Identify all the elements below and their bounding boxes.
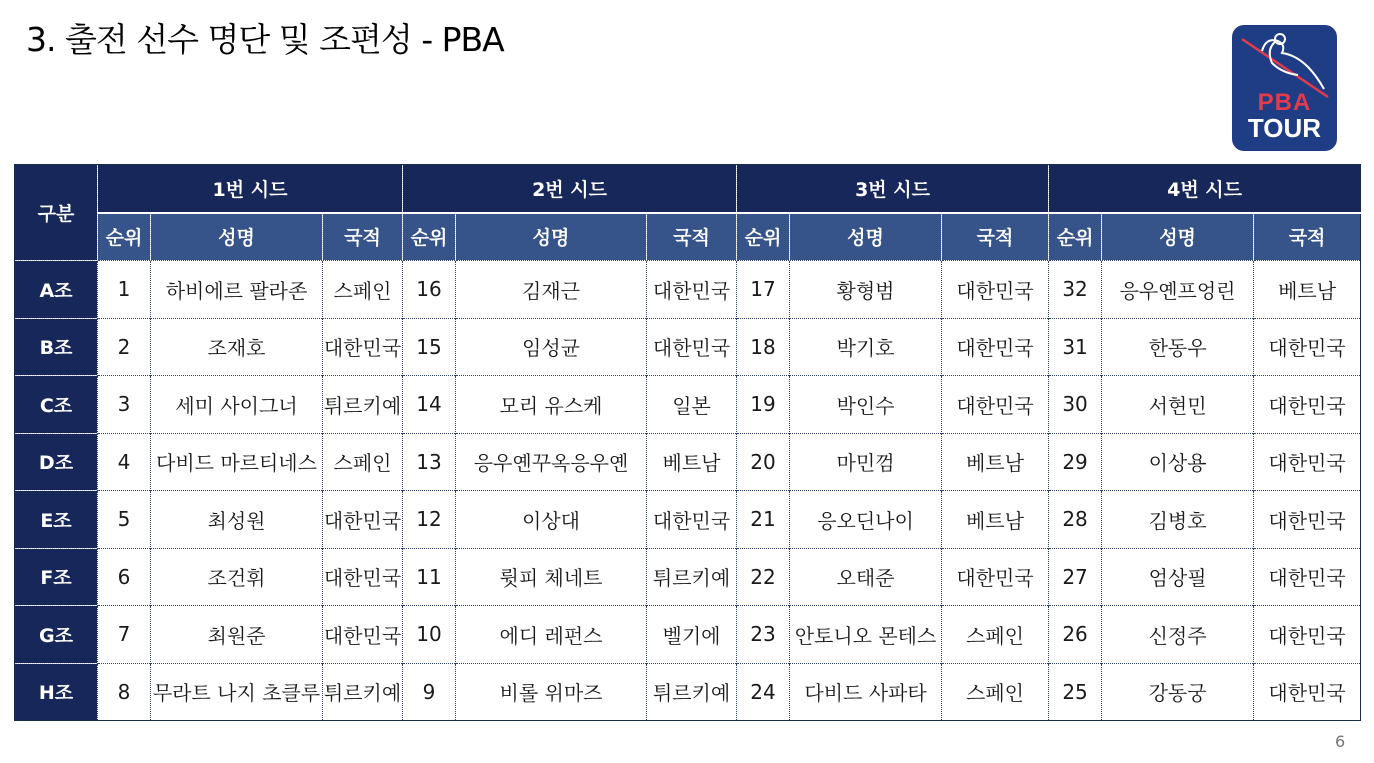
player-rank: 12: [403, 491, 456, 549]
nation-header: 국적: [942, 213, 1049, 261]
logo-tour-text: TOUR: [1247, 113, 1322, 143]
nation-header: 국적: [647, 213, 737, 261]
player-name: 응우옌꾸옥응우옌: [456, 433, 647, 491]
group-table: [14, 164, 1361, 721]
player-name: 륏피 체네트: [456, 548, 647, 606]
player-rank: 26: [1049, 606, 1102, 664]
player-name: 서현민: [1102, 376, 1254, 434]
player-name: 안토니오 몬테스: [790, 606, 942, 664]
group-label: C조: [15, 376, 98, 434]
rank-header: 순위: [737, 213, 790, 261]
player-name: 강동궁: [1102, 663, 1254, 721]
player-name: 다비드 사파타: [790, 663, 942, 721]
player-name: 엄상필: [1102, 548, 1254, 606]
player-name: 신정주: [1102, 606, 1254, 664]
player-rank: 15: [403, 318, 456, 376]
player-name: 모리 유스케: [456, 376, 647, 434]
player-rank: 9: [403, 663, 456, 721]
player-nation: 일본: [647, 376, 737, 434]
player-name: 응우옌프엉린: [1102, 261, 1254, 319]
player-nation: 대한민국: [942, 318, 1049, 376]
player-nation: 베트남: [647, 433, 737, 491]
page-number: 6: [1335, 732, 1346, 751]
player-name: 임성균: [456, 318, 647, 376]
player-rank: 5: [98, 491, 151, 549]
nation-header: 국적: [1254, 213, 1361, 261]
player-name: 김재근: [456, 261, 647, 319]
player-nation: 대한민국: [323, 606, 403, 664]
player-rank: 17: [737, 261, 790, 319]
player-nation: 베트남: [942, 491, 1049, 549]
group-label: H조: [15, 663, 98, 721]
group-column-header: 구분: [15, 165, 98, 261]
player-rank: 1: [98, 261, 151, 319]
player-nation: 대한민국: [1254, 376, 1361, 434]
player-nation: 튀르키예: [647, 548, 737, 606]
player-nation: 스페인: [942, 606, 1049, 664]
table-row: [15, 261, 1361, 319]
player-rank: 7: [98, 606, 151, 664]
player-nation: 대한민국: [942, 548, 1049, 606]
player-nation: 대한민국: [647, 318, 737, 376]
player-name: 응오딘나이: [790, 491, 942, 549]
player-nation: 대한민국: [942, 376, 1049, 434]
pba-tour-logo: [1232, 25, 1337, 151]
rank-header: 순위: [403, 213, 456, 261]
player-rank: 10: [403, 606, 456, 664]
player-rank: 19: [737, 376, 790, 434]
player-nation: 튀르키예: [323, 376, 403, 434]
player-rank: 3: [98, 376, 151, 434]
player-nation: 벨기에: [647, 606, 737, 664]
group-label: E조: [15, 491, 98, 549]
group-label: F조: [15, 548, 98, 606]
player-name: 박기호: [790, 318, 942, 376]
player-name: 황형범: [790, 261, 942, 319]
player-name: 박인수: [790, 376, 942, 434]
player-name: 에디 레펀스: [456, 606, 647, 664]
player-nation: 대한민국: [647, 261, 737, 319]
player-name: 다비드 마르티네스: [151, 433, 323, 491]
player-nation: 스페인: [323, 261, 403, 319]
table-body: [15, 261, 1361, 721]
player-name: 조건휘: [151, 548, 323, 606]
player-nation: 대한민국: [1254, 548, 1361, 606]
player-rank: 22: [737, 548, 790, 606]
player-rank: 30: [1049, 376, 1102, 434]
player-name: 무라트 나지 초클루: [151, 663, 323, 721]
player-name: 이상대: [456, 491, 647, 549]
player-nation: 튀르키예: [323, 663, 403, 721]
player-nation: 대한민국: [647, 491, 737, 549]
player-name: 김병호: [1102, 491, 1254, 549]
player-rank: 16: [403, 261, 456, 319]
player-rank: 24: [737, 663, 790, 721]
rank-header: 순위: [1049, 213, 1102, 261]
table-row: [15, 433, 1361, 491]
rank-header: 순위: [98, 213, 151, 261]
player-rank: 11: [403, 548, 456, 606]
player-rank: 28: [1049, 491, 1102, 549]
player-rank: 13: [403, 433, 456, 491]
player-nation: 대한민국: [1254, 318, 1361, 376]
player-name: 마민껌: [790, 433, 942, 491]
sub-header-row: [15, 213, 1361, 261]
player-nation: 대한민국: [1254, 433, 1361, 491]
player-nation: 대한민국: [1254, 491, 1361, 549]
logo-pba-text: PBA: [1257, 89, 1312, 116]
player-nation: 스페인: [323, 433, 403, 491]
seed-header-row: [15, 165, 1361, 213]
player-name: 오태준: [790, 548, 942, 606]
name-header: 성명: [1102, 213, 1254, 261]
group-label: B조: [15, 318, 98, 376]
seed-3-header: 3번 시드: [737, 165, 1049, 213]
player-name: 이상용: [1102, 433, 1254, 491]
page-title: 3. 출전 선수 명단 및 조편성 - PBA: [26, 20, 504, 59]
player-nation: 베트남: [1254, 261, 1361, 319]
group-label: D조: [15, 433, 98, 491]
player-nation: 베트남: [942, 433, 1049, 491]
player-rank: 31: [1049, 318, 1102, 376]
table-row: [15, 491, 1361, 549]
table-row: [15, 318, 1361, 376]
group-label: A조: [15, 261, 98, 319]
player-rank: 8: [98, 663, 151, 721]
player-rank: 21: [737, 491, 790, 549]
player-name: 최성원: [151, 491, 323, 549]
table-row: [15, 548, 1361, 606]
player-name: 한동우: [1102, 318, 1254, 376]
player-nation: 대한민국: [1254, 663, 1361, 721]
table-row: [15, 376, 1361, 434]
player-nation: 대한민국: [323, 548, 403, 606]
player-rank: 27: [1049, 548, 1102, 606]
player-nation: 대한민국: [1254, 606, 1361, 664]
player-name: 최원준: [151, 606, 323, 664]
player-name: 세미 사이그너: [151, 376, 323, 434]
player-rank: 6: [98, 548, 151, 606]
table-row: [15, 663, 1361, 721]
name-header: 성명: [151, 213, 323, 261]
group-label: G조: [15, 606, 98, 664]
seed-2-header: 2번 시드: [403, 165, 737, 213]
player-rank: 23: [737, 606, 790, 664]
player-rank: 25: [1049, 663, 1102, 721]
player-rank: 29: [1049, 433, 1102, 491]
player-name: 조재호: [151, 318, 323, 376]
name-header: 성명: [456, 213, 647, 261]
player-rank: 20: [737, 433, 790, 491]
player-nation: 대한민국: [323, 491, 403, 549]
player-name: 비롤 위마즈: [456, 663, 647, 721]
seed-1-header: 1번 시드: [98, 165, 403, 213]
nation-header: 국적: [323, 213, 403, 261]
player-rank: 32: [1049, 261, 1102, 319]
player-rank: 4: [98, 433, 151, 491]
player-rank: 14: [403, 376, 456, 434]
name-header: 성명: [790, 213, 942, 261]
seed-4-header: 4번 시드: [1049, 165, 1361, 213]
player-rank: 2: [98, 318, 151, 376]
player-nation: 대한민국: [323, 318, 403, 376]
player-nation: 대한민국: [942, 261, 1049, 319]
table-row: [15, 606, 1361, 664]
player-rank: 18: [737, 318, 790, 376]
player-name: 하비에르 팔라존: [151, 261, 323, 319]
player-nation: 튀르키예: [647, 663, 737, 721]
player-nation: 스페인: [942, 663, 1049, 721]
